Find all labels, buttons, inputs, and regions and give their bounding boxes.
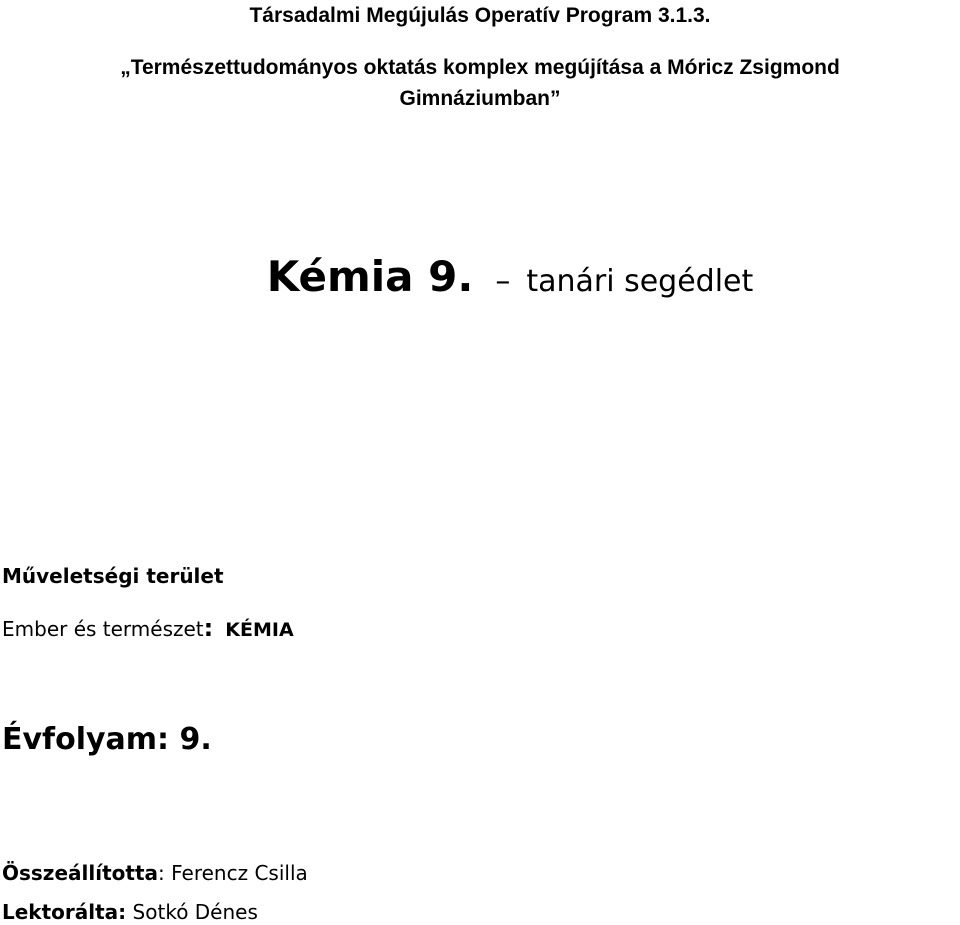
program-title: Társadalmi Megújulás Operatív Program 3.1.3.: [249, 4, 711, 27]
document-title-dash: –: [495, 264, 511, 299]
credit-reviewed-name: Sotkó Dénes: [132, 900, 258, 924]
grade-level: Évfolyam: 9.: [2, 722, 212, 757]
credit-reviewed: [2, 900, 258, 924]
document-title-subtitle: tanári segédlet: [526, 264, 754, 299]
credit-reviewed-label: Lektorálta:: [2, 900, 127, 924]
project-title-line-2: Gimnáziumban”: [399, 87, 561, 110]
credit-compiled-name: Ferencz Csilla: [171, 861, 308, 885]
credit-compiled-label: Összeállította: [2, 861, 158, 885]
credit-compiled-separator: :: [158, 861, 165, 885]
area-line: [2, 614, 294, 642]
area-field: Ember és természet: [2, 617, 204, 641]
area-heading: Műveletségi terület: [2, 564, 224, 588]
area-separator: :: [203, 614, 214, 642]
document-title: [0, 252, 960, 301]
area-subject: KÉMIA: [225, 619, 294, 641]
document-title-subject: Kémia 9.: [266, 252, 474, 301]
project-title: [0, 52, 960, 114]
project-title-line-1: „Természettudományos oktatás komplex megújítása a Móricz Zsigmond: [120, 56, 840, 79]
credit-compiled: [2, 861, 308, 885]
